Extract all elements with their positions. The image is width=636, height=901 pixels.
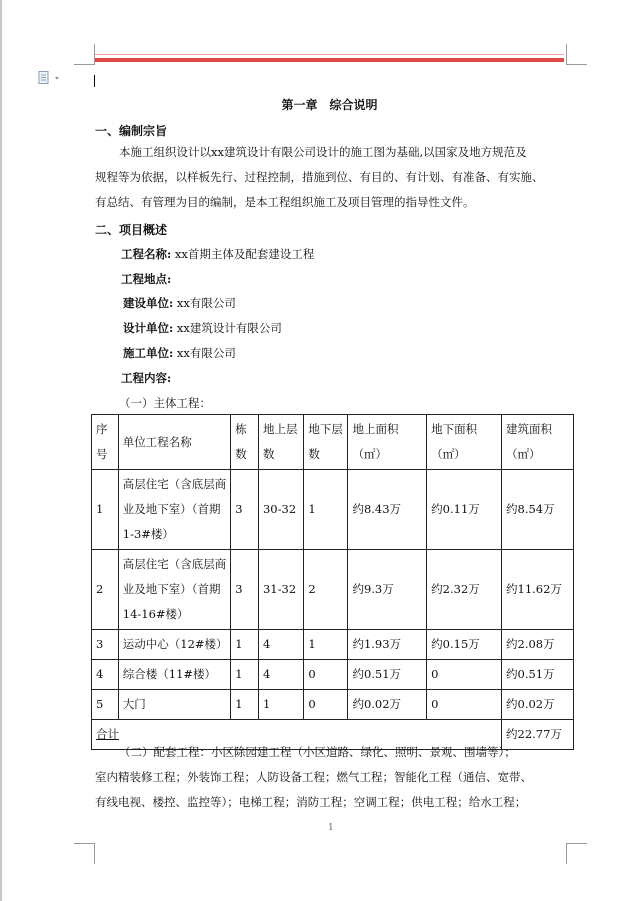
margin-corner-top-right [566, 44, 587, 65]
table-cell: 0 [304, 660, 348, 690]
total-value-cell: 约22.77万 [502, 720, 574, 750]
scope-label: 工程内容: [121, 371, 172, 385]
supporting-works-line-2: 室内精装修工程；外装饰工程；人防设备工程；燃气工程；智能化工程（通信、宽带、 [95, 770, 532, 784]
header-cell: 建筑面积（㎡） [502, 415, 574, 470]
designer-label: 设计单位: [123, 321, 174, 335]
table-cell: 高层住宅（含底层商业及地下室）（首期14-16#楼） [118, 550, 231, 630]
table-cell: 3 [231, 550, 259, 630]
table-row [92, 550, 574, 630]
contractor-field [123, 341, 236, 366]
table-row [92, 630, 574, 660]
table-cell: 1 [258, 690, 303, 720]
supporting-works-line-3: 有线电视、楼控、监控等）；电梯工程；消防工程；空调工程；供电工程；给水工程； [95, 795, 527, 809]
table-cell: 4 [258, 660, 303, 690]
table-cell: 1 [92, 470, 119, 550]
table-cell: 约2.32万 [427, 550, 502, 630]
margin-corner-top-left [74, 44, 95, 65]
table-cell: 约8.43万 [348, 470, 427, 550]
table-cell: 1 [231, 690, 259, 720]
header-divider-thin [95, 54, 564, 55]
header-cell: 地上面积（㎡） [348, 415, 427, 470]
table-cell: 3 [231, 470, 259, 550]
text-cursor [94, 75, 95, 87]
table-cell: 31-32 [258, 550, 303, 630]
designer-field [123, 316, 282, 341]
window-left-edge [0, 0, 2, 901]
purpose-line-2: 规程等为依据，以样板先行、过程控制，措施到位、有目的、有计划、有准备、有实施、 [95, 170, 544, 184]
table-cell: 1 [304, 470, 348, 550]
header-cell: 地下层数 [304, 415, 348, 470]
table-row [92, 690, 574, 720]
chapter-title: 第一章 综合说明 [281, 98, 378, 112]
table-cell: 运动中心（12#楼） [118, 630, 231, 660]
table-cell: 约1.93万 [348, 630, 427, 660]
table-cell: 高层住宅（含底层商业及地下室）（首期1-3#楼） [118, 470, 231, 550]
purpose-line-3: 有总结、有管理为目的编制，是本工程组织施工及项目管理的指导性文件。 [95, 195, 475, 209]
owner-field [123, 291, 236, 316]
table-cell: 大门 [118, 690, 231, 720]
table-cell: 约9.3万 [348, 550, 427, 630]
table-cell: 约0.02万 [348, 690, 427, 720]
table-row [92, 660, 574, 690]
page-number: 1 [328, 823, 334, 833]
main-works-heading: （一）主体工程： [119, 396, 211, 410]
table-cell: 约8.54万 [502, 470, 574, 550]
header-cell: 单位工程名称 [118, 415, 231, 470]
total-label: 合计 [96, 727, 119, 741]
contractor-value: xx有限公司 [173, 346, 236, 360]
scope-field [121, 366, 171, 391]
table-cell: 4 [92, 660, 119, 690]
table-cell: 1 [231, 660, 259, 690]
table-cell: 1 [231, 630, 259, 660]
table-cell: 约0.15万 [427, 630, 502, 660]
contractor-label: 施工单位: [123, 346, 174, 360]
margin-corner-bottom-left [74, 843, 95, 864]
table-cell: 约2.08万 [502, 630, 574, 660]
table-cell: 3 [92, 630, 119, 660]
table-cell: 4 [258, 630, 303, 660]
table-header-row [92, 415, 574, 470]
table-cell: 约0.02万 [502, 690, 574, 720]
table-cell: 约11.62万 [502, 550, 574, 630]
supporting-works-line-1: （二）配套工程：小区除园建工程（小区道路、绿化、照明、景观、围墙等）； [119, 745, 516, 759]
table-cell: 约0.11万 [427, 470, 502, 550]
project-name-label: 工程名称: [121, 247, 172, 261]
project-location-field [121, 267, 171, 292]
table-cell: 约0.51万 [348, 660, 427, 690]
table-cell: 0 [427, 690, 502, 720]
section-2-heading: 二、项目概述 [95, 223, 168, 237]
table-cell: 0 [427, 660, 502, 690]
table-cell: 约0.51万 [502, 660, 574, 690]
header-cell: 地上层数 [258, 415, 303, 470]
table-cell: 2 [92, 550, 119, 630]
designer-value: xx建筑设计有限公司 [173, 321, 282, 335]
table-cell: 2 [304, 550, 348, 630]
section-1-heading: 一、编制宗旨 [95, 124, 168, 138]
table-cell: 综合楼（11#楼） [118, 660, 231, 690]
header-cell: 栋数 [231, 415, 259, 470]
project-name-field [121, 242, 314, 267]
document-menu-icon[interactable] [38, 70, 64, 84]
table-row [92, 470, 574, 550]
owner-label: 建设单位: [123, 296, 174, 310]
table-cell: 0 [304, 690, 348, 720]
table-cell: 1 [304, 630, 348, 660]
project-name-value: xx首期主体及配套建设工程 [171, 247, 315, 261]
project-location-label: 工程地点: [121, 272, 172, 286]
project-table [91, 414, 574, 750]
margin-corner-bottom-right [566, 843, 587, 864]
header-cell: 序号 [92, 415, 119, 470]
table-cell: 5 [92, 690, 119, 720]
purpose-line-1: 本施工组织设计以xx建筑设计有限公司设计的施工图为基础,以国家及地方规范及 [119, 145, 527, 159]
table-cell: 30-32 [258, 470, 303, 550]
header-divider [95, 58, 564, 62]
owner-value: xx有限公司 [173, 296, 236, 310]
header-cell: 地下面积（㎡） [427, 415, 502, 470]
